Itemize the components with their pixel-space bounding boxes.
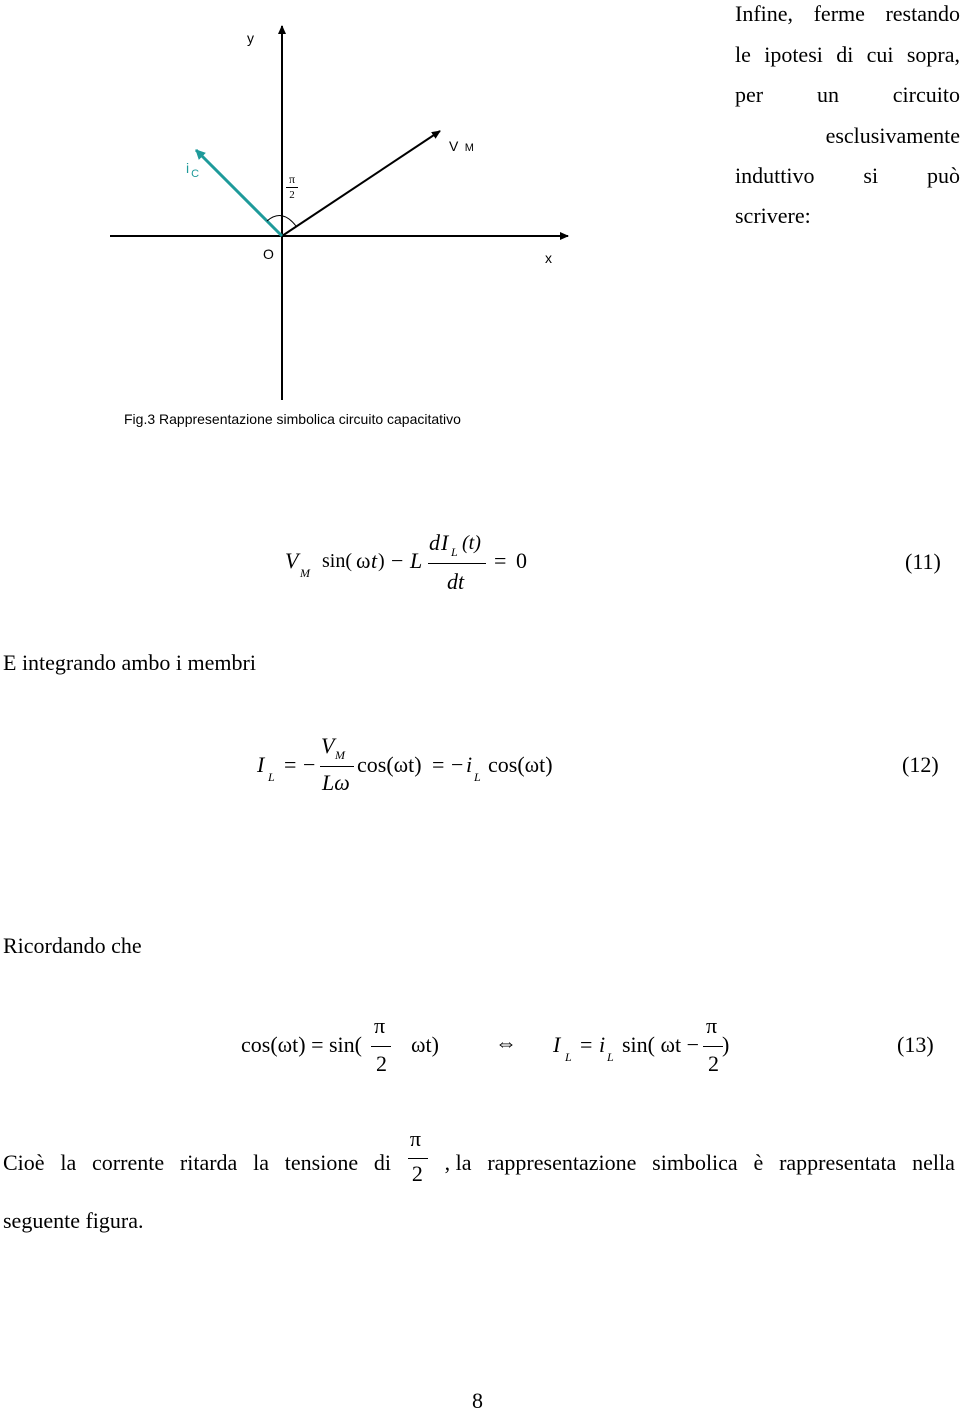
text-integrando: E integrando ambo i membri: [3, 650, 256, 675]
closing-line-2: seguente figura.: [3, 1208, 144, 1233]
current-label: i $_C$: [186, 160, 200, 180]
angle-label: π 2: [284, 173, 300, 202]
side-line: per un circuito: [735, 82, 960, 107]
current-vector: [196, 150, 282, 236]
text-ricordando: Ricordando che: [3, 933, 142, 958]
voltage-label: V M: [449, 138, 474, 154]
equation-11: V M sin( ω t ) − L d I L (t) dt = 0 (11): [285, 530, 941, 594]
origin-label: O: [263, 246, 274, 262]
equation-number: (11): [905, 549, 941, 574]
closing-line-1: Cioè la corrente ritarda la tensione di π 2 , la rappresentazione simbolica è rappresentata nella: [3, 1126, 955, 1186]
phasor-figure: [0, 0, 720, 440]
voltage-vector: [282, 131, 440, 236]
fraction-bar: [428, 563, 486, 564]
equation-number: (13): [897, 1032, 934, 1057]
side-line: scrivere:: [735, 203, 811, 228]
fraction-bar: [320, 766, 354, 767]
pi-over-two-fraction: π 2: [407, 1148, 429, 1170]
phasor-diagram: [0, 0, 720, 440]
x-axis-label: x: [545, 250, 552, 266]
y-axis-label: y: [247, 30, 254, 46]
side-line: le ipotesi di cui sopra,: [735, 42, 960, 67]
side-line: esclusivamente: [825, 123, 960, 148]
equation-number: (12): [902, 752, 939, 777]
side-line: induttivo si può: [735, 163, 960, 188]
equation-12: I L = − V M Lω cos(ωt) = − i L cos(ωt) (12): [257, 733, 939, 795]
fraction-bar: [703, 1046, 723, 1047]
figure-caption: Fig.3 Rappresentazione simbolica circuito capacitativo: [124, 411, 461, 427]
equation-13: cos(ωt) = sin( π 2 ωt) ⇔ I L = i L sin( ωt − π 2 ) (13): [241, 1013, 934, 1076]
side-line: Infine, ferme restando: [735, 1, 960, 26]
page-number: 8: [472, 1388, 483, 1413]
fraction-bar: [371, 1046, 391, 1047]
